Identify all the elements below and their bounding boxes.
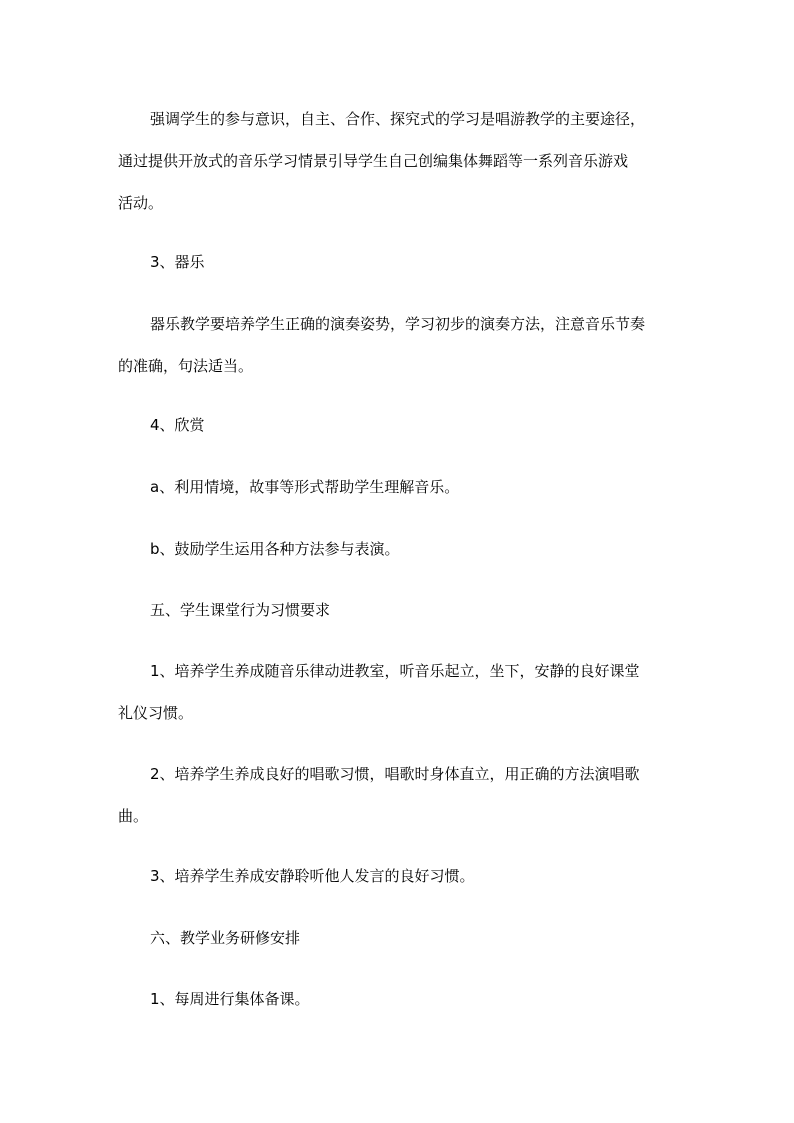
paragraph-appreciation-b bbox=[118, 528, 688, 570]
text-line: 礼仪习惯。 bbox=[118, 704, 194, 722]
text-line: 通过提供开放式的音乐学习情景引导学生自己创编集体舞蹈等一系列音乐游戏 bbox=[118, 152, 629, 170]
text-line: b、鼓励学生运用各种方法参与表演。 bbox=[150, 540, 400, 558]
text-line: 强调学生的参与意识，自主、合作、探究式的学习是唱游教学的主要途径， bbox=[150, 110, 646, 128]
paragraph-habit-2 bbox=[118, 753, 688, 837]
text-line: 3、器乐 bbox=[150, 253, 205, 271]
text-line: 器乐教学要培养学生正确的演奏姿势，学习初步的演奏方法，注意音乐节奏 bbox=[150, 315, 646, 333]
paragraph-singing-games bbox=[118, 98, 688, 224]
heading-classroom-habits bbox=[118, 589, 688, 631]
text-line: 2、培养学生养成良好的唱歌习惯，唱歌时身体直立，用正确的方法演唱歌 bbox=[150, 765, 640, 783]
paragraph-habit-3 bbox=[118, 855, 688, 897]
text-line: a、利用情境，故事等形式帮助学生理解音乐。 bbox=[150, 478, 460, 496]
text-line: 1、培养学生养成随音乐律动进教室，听音乐起立，坐下，安静的良好课堂 bbox=[150, 662, 640, 680]
text-line: 五、学生课堂行为习惯要求 bbox=[150, 601, 331, 619]
heading-appreciation bbox=[118, 404, 688, 446]
text-line: 活动。 bbox=[118, 194, 164, 212]
text-line: 3、培养学生养成安静聆听他人发言的良好习惯。 bbox=[150, 867, 475, 885]
text-line: 曲。 bbox=[118, 807, 149, 825]
paragraph-habit-1 bbox=[118, 650, 688, 734]
paragraph-appreciation-a bbox=[118, 466, 688, 508]
heading-instrumental bbox=[118, 241, 688, 283]
text-line: 1、每周进行集体备课。 bbox=[150, 990, 310, 1008]
paragraph-instrumental bbox=[118, 303, 688, 387]
text-line: 六、教学业务研修安排 bbox=[150, 929, 301, 947]
text-line: 4、欣赏 bbox=[150, 416, 205, 434]
heading-teaching-research bbox=[118, 917, 688, 959]
paragraph-research-1 bbox=[118, 978, 688, 1020]
text-line: 的准确，句法适当。 bbox=[118, 357, 254, 375]
